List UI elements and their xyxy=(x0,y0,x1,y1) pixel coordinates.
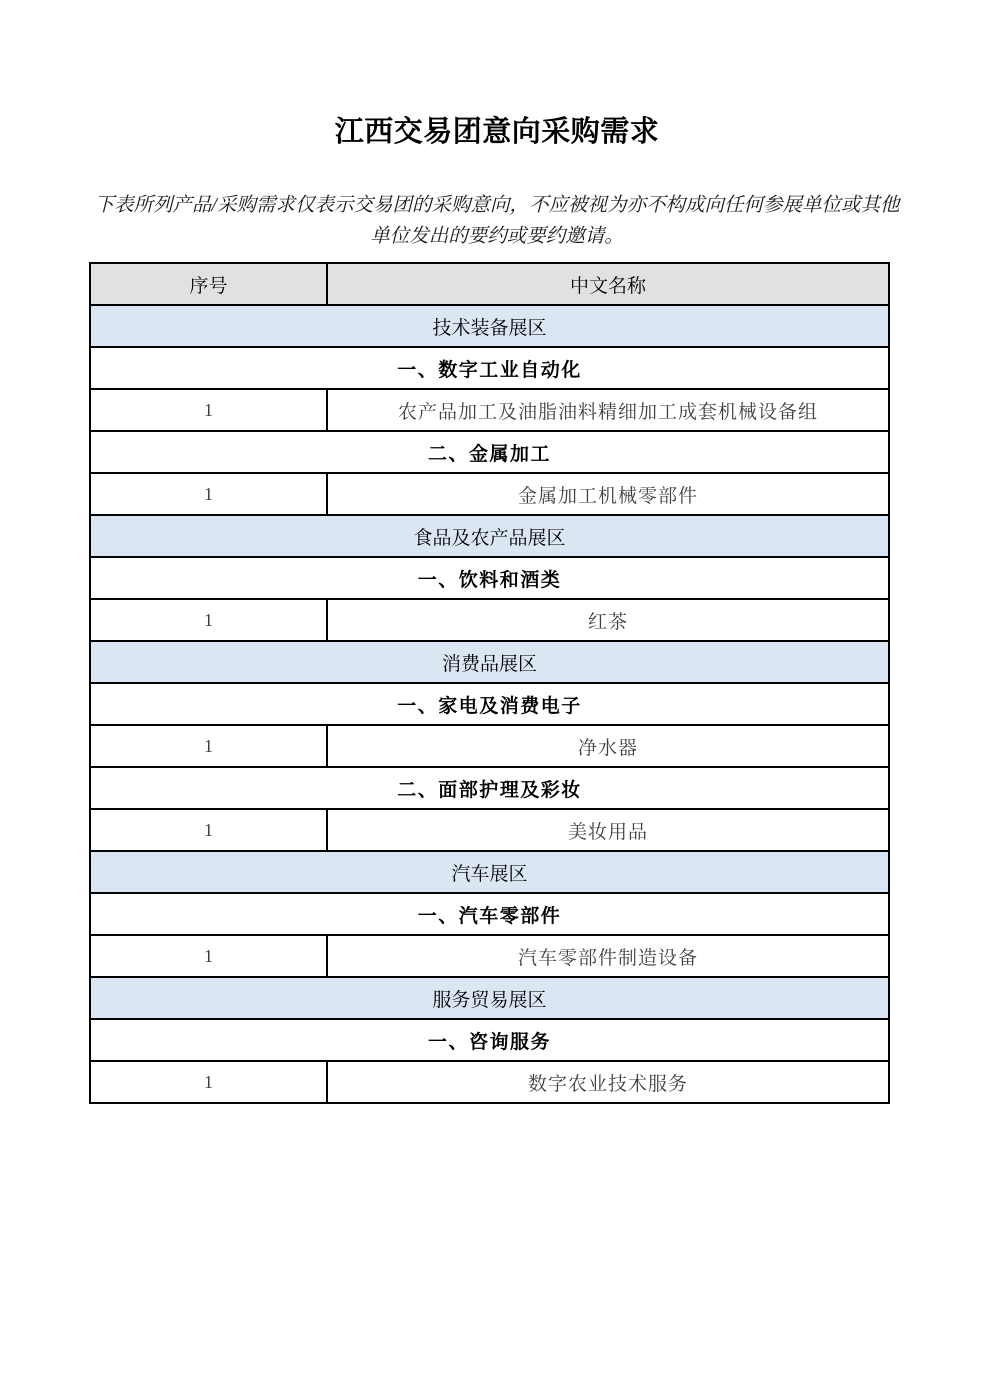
table-row xyxy=(90,935,889,977)
category-label: 一、家电及消费电子 xyxy=(90,683,889,725)
category-label: 一、饮料和酒类 xyxy=(90,557,889,599)
item-name-cell: 汽车零部件制造设备 xyxy=(327,935,889,977)
category-row xyxy=(90,893,889,935)
category-label: 二、面部护理及彩妆 xyxy=(90,767,889,809)
item-number-cell: 1 xyxy=(90,725,327,767)
table-row xyxy=(90,389,889,431)
item-name-cell: 净水器 xyxy=(327,725,889,767)
table-row xyxy=(90,599,889,641)
exhibition-zone-row xyxy=(90,851,889,893)
table-row xyxy=(90,473,889,515)
category-row xyxy=(90,683,889,725)
table-row xyxy=(90,725,889,767)
procurement-table-container xyxy=(89,262,888,1104)
exhibition-zone-label: 技术装备展区 xyxy=(90,305,889,347)
category-label: 一、咨询服务 xyxy=(90,1019,889,1061)
exhibition-zone-label: 汽车展区 xyxy=(90,851,889,893)
item-number-cell: 1 xyxy=(90,599,327,641)
table-body xyxy=(90,263,889,1103)
page-title: 江西交易团意向采购需求 xyxy=(334,114,660,148)
procurement-table xyxy=(89,262,890,1104)
exhibition-zone-row xyxy=(90,641,889,683)
exhibition-zone-label: 消费品展区 xyxy=(90,641,889,683)
item-number-cell: 1 xyxy=(90,389,327,431)
table-header-row xyxy=(90,263,889,305)
category-label: 一、数字工业自动化 xyxy=(90,347,889,389)
category-row xyxy=(90,347,889,389)
table-row xyxy=(90,1061,889,1103)
column-header-no: 序号 xyxy=(90,263,327,305)
item-name-cell: 农产品加工及油脂油料精细加工成套机械设备组 xyxy=(327,389,889,431)
table-row xyxy=(90,809,889,851)
intro-paragraph: 下表所列产品/采购需求仅表示交易团的采购意向，不应被视为亦不构成向任何参展单位或其他单位发出的要约或要约邀请。 xyxy=(94,195,900,247)
item-number-cell: 1 xyxy=(90,809,327,851)
item-number-cell: 1 xyxy=(90,935,327,977)
exhibition-zone-label: 服务贸易展区 xyxy=(90,977,889,1019)
column-header-name: 中文名称 xyxy=(327,263,889,305)
category-row xyxy=(90,557,889,599)
item-number-cell: 1 xyxy=(90,1061,327,1103)
category-row xyxy=(90,431,889,473)
exhibition-zone-row xyxy=(90,977,889,1019)
exhibition-zone-row xyxy=(90,305,889,347)
category-row xyxy=(90,1019,889,1061)
category-label: 二、金属加工 xyxy=(90,431,889,473)
item-name-cell: 数字农业技术服务 xyxy=(327,1061,889,1103)
category-label: 一、汽车零部件 xyxy=(90,893,889,935)
item-name-cell: 美妆用品 xyxy=(327,809,889,851)
item-name-cell: 红茶 xyxy=(327,599,889,641)
item-name-cell: 金属加工机械零部件 xyxy=(327,473,889,515)
exhibition-zone-row xyxy=(90,515,889,557)
category-row xyxy=(90,767,889,809)
exhibition-zone-label: 食品及农产品展区 xyxy=(90,515,889,557)
item-number-cell: 1 xyxy=(90,473,327,515)
